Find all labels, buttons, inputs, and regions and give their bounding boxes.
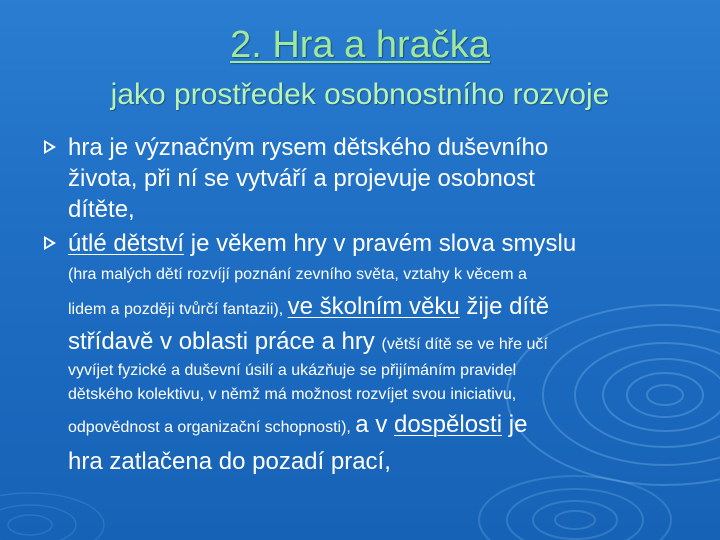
bullet-2-line-4	[68, 328, 684, 359]
bullet-2-large-text: a v	[355, 411, 394, 438]
bullet-2-line-1-rest: je věkem hry v pravém slova smyslu	[184, 230, 577, 257]
phrase-adulthood: dospělosti	[393, 411, 503, 438]
bullet-2-large-text: žije dítě	[459, 293, 550, 320]
bullet-item-2	[44, 228, 684, 478]
arrow-bullet-icon	[44, 236, 56, 250]
bullet-2-line-3	[68, 289, 684, 328]
bullet-2-line-2: (hra malých dětí rozvíjí poznání zevního světa, vztahy k věcem a	[68, 266, 527, 283]
bullet-1-line-2: života, při ní se vytváří a projevuje osobnost	[68, 165, 535, 192]
bullet-2-line-8: hra zatlačena do pozadí prací,	[68, 448, 391, 475]
bullet-2-small-text: (větší dítě se ve hře učí	[381, 336, 548, 353]
bullet-2-line-1	[68, 228, 684, 259]
bullet-2-line-5: vyvíjet fyzické a duševní úsilí a ukázňuje se přijímáním pravidel	[68, 362, 517, 379]
bullet-2-line-6: dětského kolektivu, v němž má možnost rozvíjet svou iniciativu,	[68, 386, 517, 403]
bullet-2-small-text: lidem a později tvůrčí fantazii),	[68, 301, 288, 318]
bullet-1-line-1: hra je význačným rysem dětského duševního	[68, 134, 549, 161]
bullet-2-large-text: střídavě v oblasti práce a hry	[68, 328, 382, 355]
bullet-2-large-text: je	[502, 411, 528, 438]
arrow-bullet-icon	[44, 140, 56, 154]
bullet-1-line-3: dítěte,	[68, 196, 135, 223]
bullet-2-line-7	[68, 407, 684, 446]
bullet-2-small-text: odpovědnost a organizační schopnosti),	[68, 419, 356, 436]
bullet-list	[44, 132, 684, 478]
phrase-school-age: ve školním věku	[287, 293, 460, 320]
slide-subtitle: jako prostředek osobnostního rozvoje	[110, 78, 610, 111]
bullet-item-1	[44, 132, 684, 225]
phrase-early-childhood: útlé dětství	[68, 230, 185, 257]
slide-title: 2. Hra a hračka	[230, 24, 490, 66]
